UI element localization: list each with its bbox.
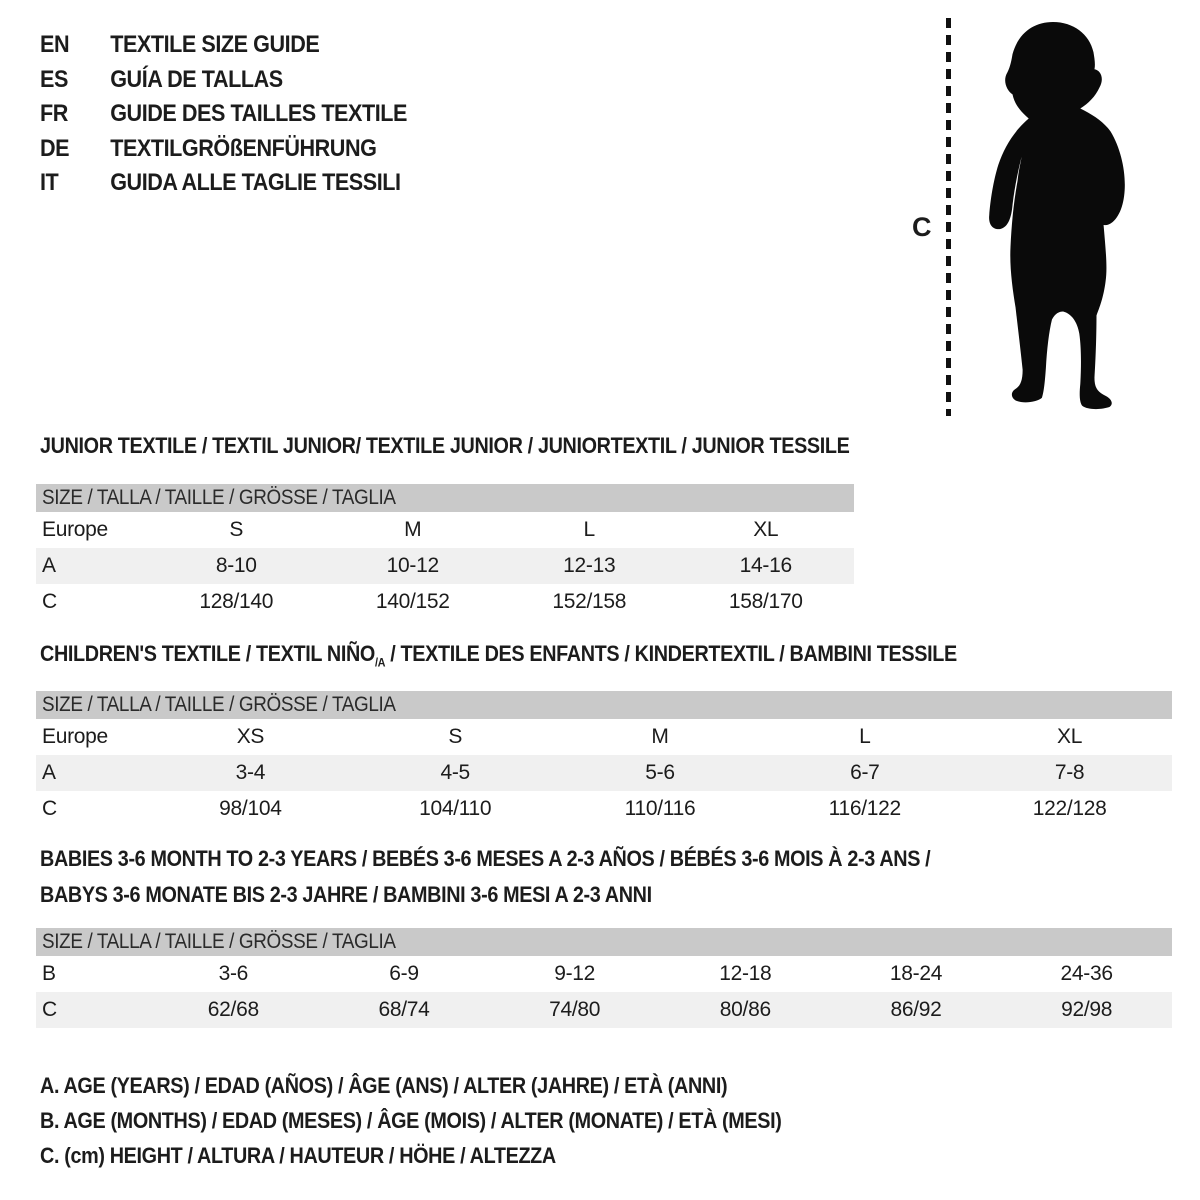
junior-row-height: [36, 584, 854, 620]
language-row-en: [40, 28, 407, 63]
size-cell: M: [404, 518, 422, 541]
age-cell: 12-13: [563, 554, 616, 577]
height-cell: 152/158: [552, 590, 627, 613]
children-row-height: [36, 791, 1172, 827]
size-cell: S: [448, 725, 463, 748]
children-row-age: [36, 755, 1172, 791]
height-cell: 80/86: [719, 998, 771, 1021]
age-cell: 3-4: [235, 761, 266, 784]
height-cell: 98/104: [219, 797, 282, 820]
row-label: A: [42, 761, 56, 784]
children-table-header: [36, 691, 1172, 719]
babies-table-header: [36, 928, 1172, 956]
height-dashed-line: [946, 18, 951, 416]
size-cell: XS: [236, 725, 265, 748]
months-cell: 6-9: [389, 962, 419, 985]
size-cell: L: [583, 518, 595, 541]
row-label: Europe: [42, 518, 108, 541]
height-cell: 128/140: [199, 590, 274, 613]
size-cell: L: [859, 725, 871, 748]
age-cell: 4-5: [440, 761, 470, 784]
size-cell: XL: [1057, 725, 1083, 748]
height-measure-label: C: [912, 212, 932, 242]
babies-section-title-line1: BABIES 3-6 MONTH TO 2-3 YEARS / BEBÉS 3-6 MESES A 2-3 AÑOS / BÉBÉS 3-6 MOIS À 2-3 ANS /: [40, 846, 931, 871]
children-size-table: [36, 691, 1172, 827]
children-row-europe: [36, 719, 1172, 755]
height-cell: 68/74: [378, 998, 430, 1021]
row-label: A: [42, 554, 56, 577]
measurement-legend: [40, 1068, 864, 1173]
language-code: DE: [40, 134, 70, 162]
height-cell: 158/170: [728, 590, 803, 613]
page-title-de: TEXTILGRÖßENFÜHRUNG: [110, 134, 377, 162]
toddler-silhouette: [968, 18, 1140, 420]
months-cell: 18-24: [889, 962, 943, 985]
language-row-fr: [40, 97, 407, 132]
months-cell: 12-18: [719, 962, 772, 985]
language-code: ES: [40, 65, 68, 93]
height-cell: 140/152: [375, 590, 450, 613]
legend-age-months: B. AGE (MONTHS) / EDAD (MESES) / ÂGE (MOIS) / ALTER (MONATE) / ETÀ (MESI): [40, 1107, 782, 1133]
age-cell: 6-7: [850, 761, 880, 784]
legend-age-years: A. AGE (YEARS) / EDAD (AÑOS) / ÂGE (ANS) / ALTER (JAHRE) / ETÀ (ANNI): [40, 1072, 728, 1098]
size-header-label: SIZE / TALLA / TAILLE / GRÖSSE / TAGLIA: [42, 930, 396, 953]
children-title-sub: /A: [374, 655, 386, 670]
size-header-label: SIZE / TALLA / TAILLE / GRÖSSE / TAGLIA: [42, 693, 396, 716]
language-code: EN: [40, 31, 70, 59]
language-code: IT: [40, 169, 59, 197]
months-cell: 9-12: [554, 962, 596, 985]
children-title-text: CHILDREN'S TEXTILE / TEXTIL NIÑO: [40, 641, 375, 666]
age-cell: 5-6: [645, 761, 675, 784]
row-label: C: [42, 998, 57, 1021]
language-row-es: [40, 63, 407, 98]
children-title-text: / TEXTILE DES ENFANTS / KINDERTEXTIL / BAMBINI TESSILE: [385, 641, 957, 666]
junior-row-europe: [36, 512, 854, 548]
language-code: FR: [40, 100, 68, 128]
row-label: B: [42, 962, 56, 985]
size-cell: M: [651, 725, 669, 748]
children-section-title: [40, 641, 957, 669]
page-title-it: GUIDA ALLE TAGLIE TESSILI: [110, 169, 401, 197]
junior-size-table: [36, 484, 854, 620]
babies-row-months: [36, 956, 1172, 992]
junior-table-header: [36, 484, 854, 512]
age-cell: 7-8: [1054, 761, 1085, 784]
months-cell: 24-36: [1060, 962, 1113, 985]
row-label: C: [42, 797, 57, 820]
height-cell: 62/68: [207, 998, 259, 1021]
age-cell: 8-10: [215, 554, 257, 577]
language-title-list: [40, 28, 448, 201]
size-cell: S: [229, 518, 244, 541]
language-row-it: [40, 166, 407, 201]
language-row-de: [40, 132, 407, 167]
size-header-label: SIZE / TALLA / TAILLE / GRÖSSE / TAGLIA: [42, 486, 396, 509]
height-cell: 110/116: [624, 797, 696, 820]
row-label: Europe: [42, 725, 108, 748]
age-cell: 14-16: [739, 554, 792, 577]
height-cell: 86/92: [890, 998, 942, 1021]
size-cell: XL: [753, 518, 779, 541]
height-cell: 122/128: [1032, 797, 1107, 820]
babies-size-table: [36, 928, 1172, 1028]
junior-section-title: JUNIOR TEXTILE / TEXTIL JUNIOR/ TEXTILE JUNIOR / JUNIORTEXTIL / JUNIOR TESSILE: [40, 433, 850, 458]
months-cell: 3-6: [218, 962, 249, 985]
babies-section-title-line2: BABYS 3-6 MONATE BIS 2-3 JAHRE / BAMBINI 3-6 MESI A 2-3 ANNI: [40, 882, 652, 907]
age-cell: 10-12: [386, 554, 439, 577]
height-cell: 92/98: [1061, 998, 1113, 1021]
height-cell: 74/80: [549, 998, 601, 1021]
babies-row-height: [36, 992, 1172, 1028]
page-title-en: TEXTILE SIZE GUIDE: [110, 31, 320, 59]
height-cell: 104/110: [419, 797, 492, 820]
legend-height-cm: C. (cm) HEIGHT / ALTURA / HAUTEUR / HÖHE / ALTEZZA: [40, 1142, 556, 1168]
page-title-es: GUÍA DE TALLAS: [110, 65, 283, 93]
height-cell: 116/122: [828, 797, 901, 820]
page-title-fr: GUIDE DES TAILLES TEXTILE: [110, 100, 407, 128]
row-label: C: [42, 590, 57, 613]
junior-row-age: [36, 548, 854, 584]
